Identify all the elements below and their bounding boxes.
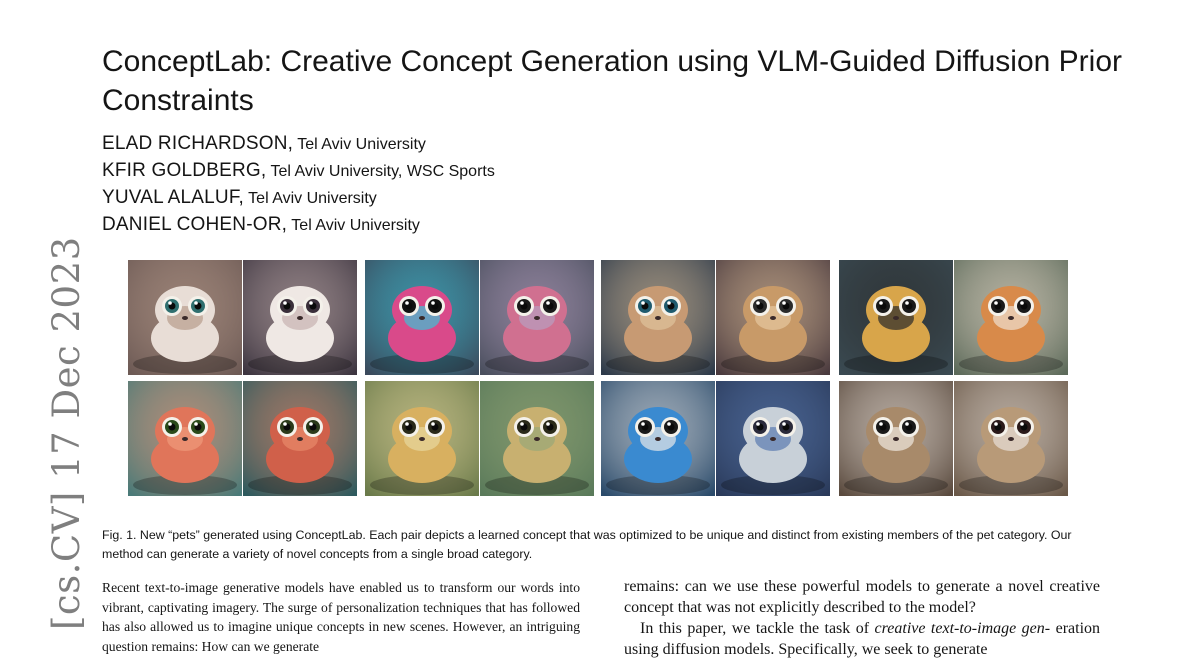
abstract-column [102,578,580,656]
feathered-bird-creature-image [365,260,479,375]
author-entry [102,130,495,157]
octopus-creature-image [128,381,242,496]
image-pair [128,260,357,375]
intro-emphasis: creative text-to-image gen- [874,620,1051,637]
feathered-bird-creature-2-image [480,260,594,375]
lizard-creature-image [480,381,594,496]
author-entry [102,211,495,238]
raccoon-snake-creature-2-image [954,381,1068,496]
gray-furry-creature-image [716,381,830,496]
author-affiliation: Tel Aviv University [293,136,426,153]
author-list [102,130,495,238]
image-pair [365,381,594,496]
author-entry [102,184,495,211]
arxiv-side-stamp: [cs.CV] 17 Dec 2023 [45,236,88,630]
fluffy-owl-creature-2-image [243,260,357,375]
image-pair [601,260,830,375]
intro-paragraph-2 [624,618,1100,660]
author-name: DANIEL COHEN-OR, [102,214,288,235]
blue-furry-creature-image [601,381,715,496]
raccoon-snake-creature-image [839,381,953,496]
octopus-creature-2-image [243,381,357,496]
image-pair [601,381,830,496]
image-pair [365,260,594,375]
big-eared-creature-image [601,260,715,375]
image-pair [839,260,1068,375]
intro-column [624,576,1100,660]
intro-paragraph-1: remains: can we use these powerful models to generate a novel creative concept that was not explicitly described to the model? [624,578,1100,616]
author-entry [102,157,495,184]
author-affiliation: Tel Aviv University [287,217,420,234]
intro-text: In this paper, we tackle the task of [640,620,875,637]
figure-image-grid [128,260,1068,496]
author-affiliation: Tel Aviv University, WSC Sports [266,163,495,180]
figure-caption: Fig. 1. New “pets” generated using ConceptLab. Each pair depicts a learned concept that was optimized to be unique and distinct from existing members of the pet category. Our method can generate a variety of novel concepts from a single broad category. [102,528,1072,561]
image-pair [839,381,1068,496]
author-name: KFIR GOLDBERG, [102,160,267,181]
striped-caterpillar-creature-2-image [954,260,1068,375]
fluffy-owl-creature-image [128,260,242,375]
paper-title: ConceptLab: Creative Concept Generation using VLM-Guided Diffusion Prior Constraints [102,45,1122,117]
big-eared-creature-2-image [716,260,830,375]
striped-caterpillar-creature-image [839,260,953,375]
image-pair [128,381,357,496]
author-name: YUVAL ALALUF, [102,187,245,208]
author-name: ELAD RICHARDSON, [102,133,294,154]
frog-creature-image [365,381,479,496]
author-affiliation: Tel Aviv University [244,190,377,207]
intro-text-rest: eration using diffusion models. Specifically, we seek to generate [624,620,1101,658]
abstract-text: Recent text-to-image generative models have enabled us to transform our words into vibrant, captivating imagery. The surge of personalization techniques that has followed has also allowed us to imagine unique concepts in new scenes. However, an intriguing question remains: How can we generate [102,580,580,654]
